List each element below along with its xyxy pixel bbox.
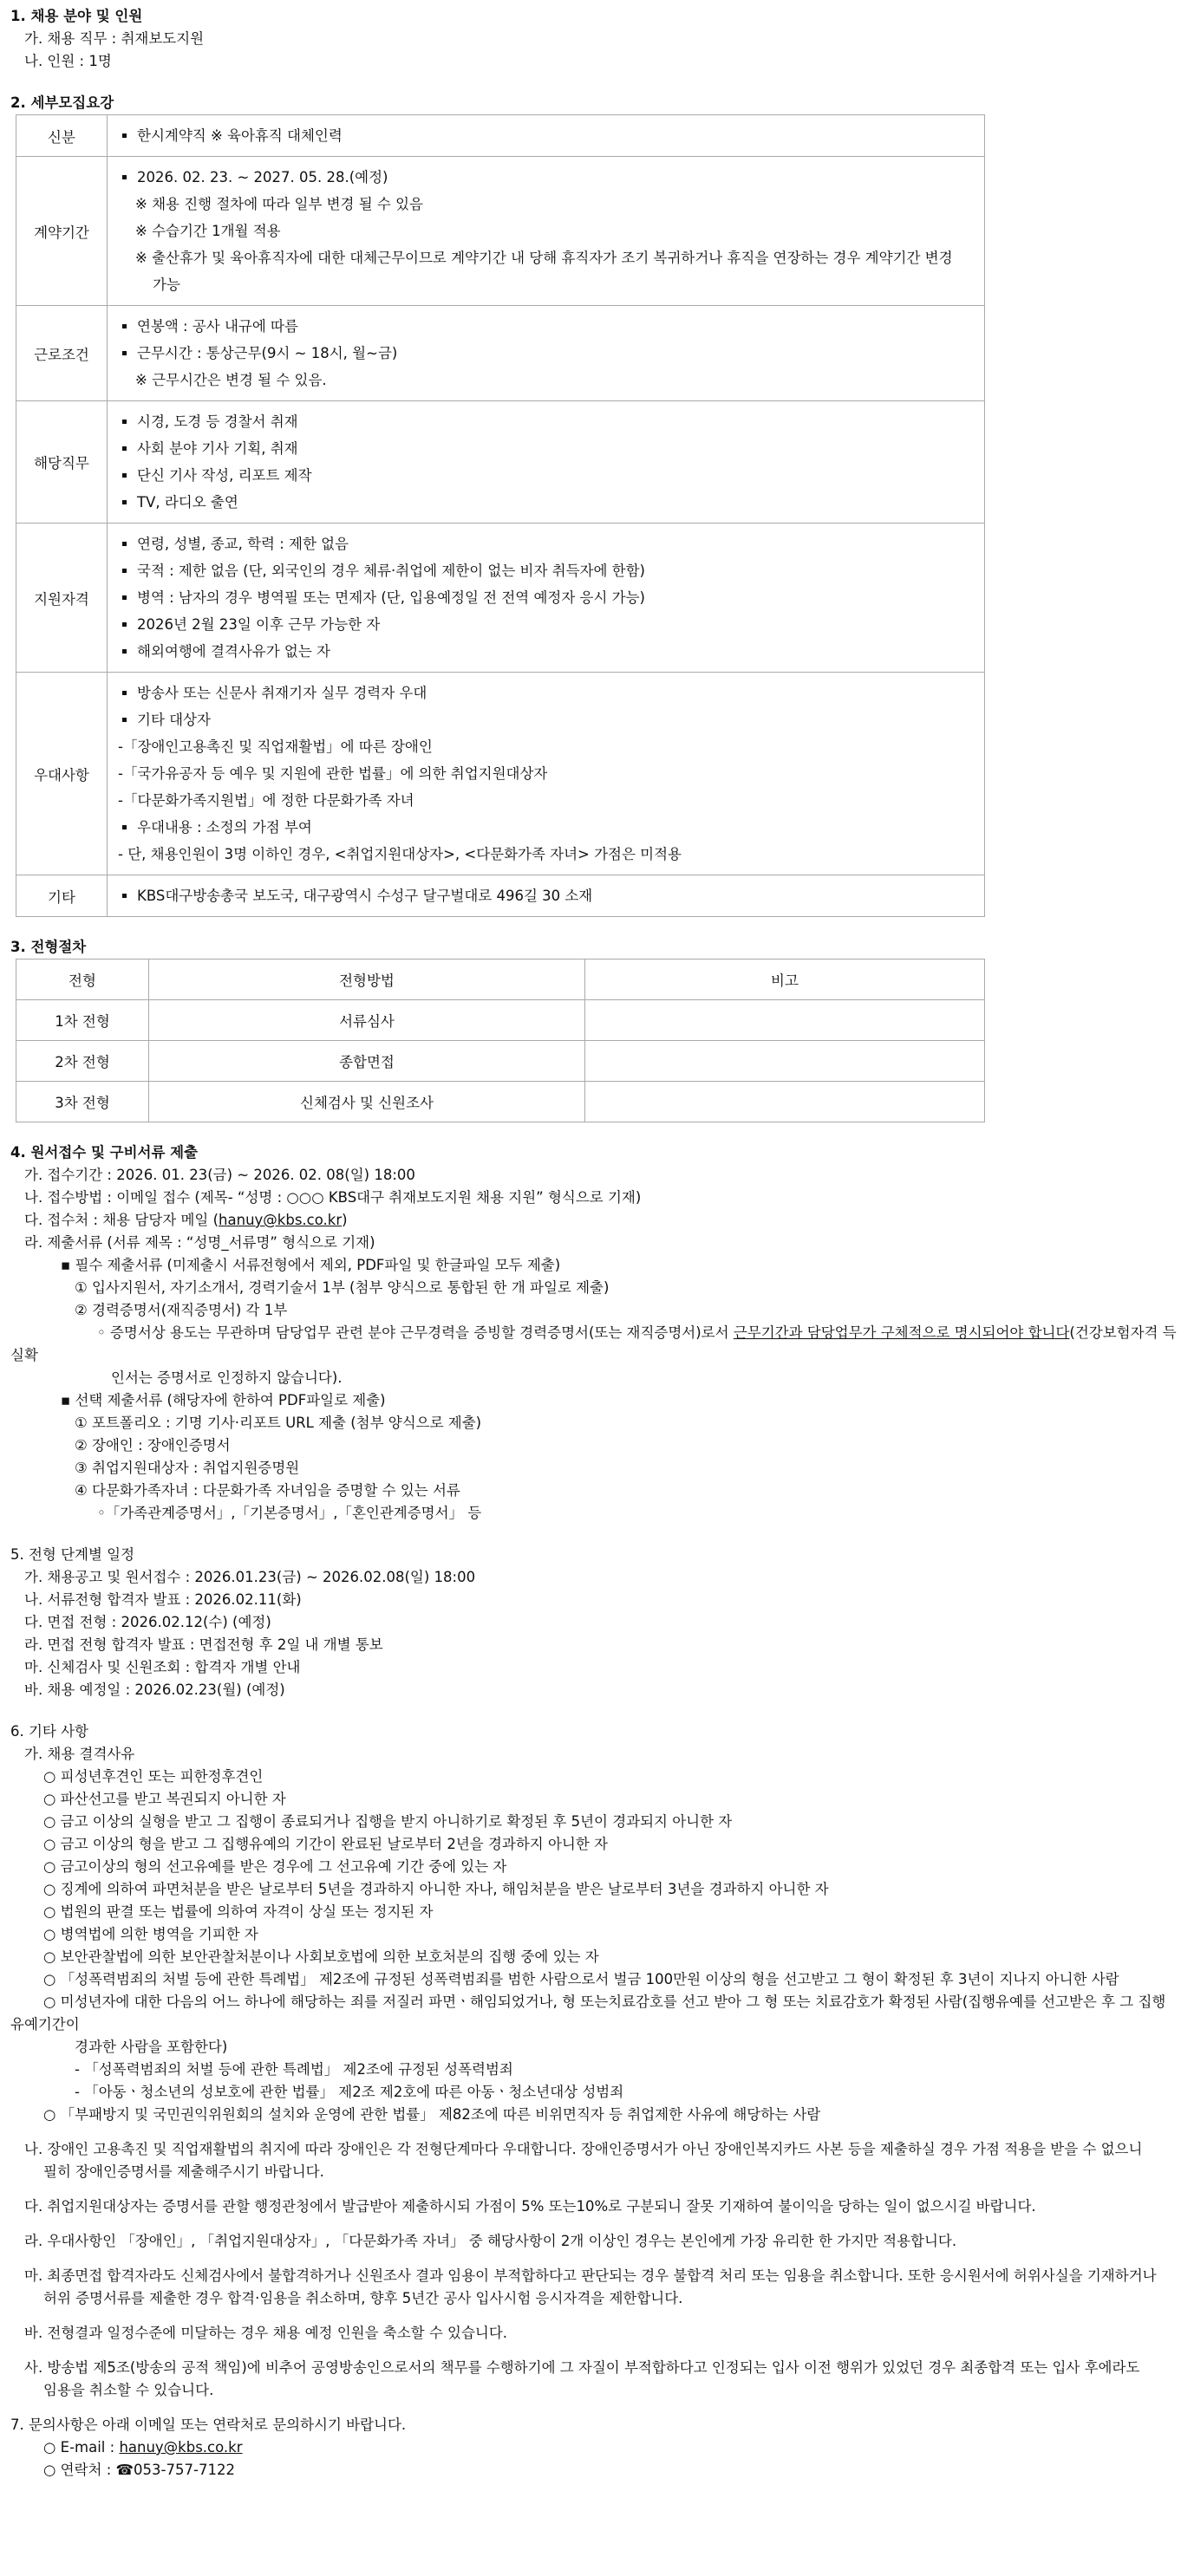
table-row (16, 875, 985, 917)
application-period: 가. 접수기간 : 2026. 01. 23(금) ~ 2026. 02. 08(일) 18:00 (24, 1167, 415, 1183)
required-docs: ▪ 필수 제출서류 (미제출시 서류전형에서 제외, PDF파일 및 한글파일 모두 제출) (10, 1254, 1171, 1277)
email-link[interactable]: hanuy@kbs.co.kr (219, 1212, 343, 1228)
required-doc-2: ② 경력증명서(재직증명서) 각 1부 (75, 1302, 288, 1318)
table-row (16, 524, 985, 673)
schedule-item: 라. 면접 전형 합격자 발표 : 면접전형 후 2일 내 개별 통보 (24, 1636, 383, 1653)
list-item: ▪ 해외여행에 결격사유가 없는 자 (137, 638, 975, 665)
table-cell: 종합면접 (149, 1041, 585, 1082)
required-doc-2-note (10, 1322, 1177, 1344)
contact-phone: ○ 연락처 : ☎053-757-7122 (43, 2462, 235, 2478)
disqualification-item: ○ 미성년자에 대한 다음의 어느 하나에 해당하는 죄를 저질러 파면ㆍ해임되었거나, 형 또는치료감호를 선고 받아 그 형 또는 치료감호가 확정된 사람(집행유예를 선고받은 후 그 집행 (43, 1994, 1166, 2010)
dash-item: -「장애인고용촉진 및 직업재활법」에 따른 장애인 (118, 738, 433, 755)
disqualification-item: ○ 피성년후견인 또는 피한정후견인 (43, 1768, 264, 1785)
note: ※ 근무시간은 변경 될 수 있음. (135, 372, 327, 388)
table-row (16, 673, 985, 875)
text: 다. 접수처 : 채용 담당자 메일 ( (24, 1212, 219, 1228)
disqualification-item: ○ 보안관찰법에 의한 보안관찰처분이나 사회보호법에 의한 보호처분의 집행 중에 있는 자 (43, 1948, 599, 1965)
optional-doc-2: ② 장애인 : 장애인증명서 (75, 1437, 231, 1454)
table-row (16, 306, 985, 401)
row-label: 해당직무 (16, 401, 108, 524)
disqualification-item: ○ 금고 이상의 실형을 받고 그 집행이 종료되거나 집행을 받지 아니하기로 확정된 후 5년이 경과되지 아니한 자 (43, 1813, 733, 1830)
list-item: ▪ 시경, 도경 등 경찰서 취재 (137, 408, 975, 435)
disqualification-sub-item: - 「성폭력범죄의 처벌 등에 관한 특례법」 제2조에 규정된 성폭력범죄 (75, 2061, 513, 2078)
schedule-item: 가. 채용공고 및 원서접수 : 2026.01.23(금) ~ 2026.02.08(일) 18:00 (24, 1569, 476, 1585)
note: ※ 출산휴가 및 육아휴직자에 대한 대체근무이므로 계약기간 내 당해 휴직자가 조기 복귀하거나 휴직을 연장하는 경우 계약기간 변경 (135, 250, 953, 266)
list-item: ▪ 한시계약직 ※ 육아휴직 대체인력 (137, 122, 975, 149)
section-1-title: 1. 채용 분야 및 인원 (10, 8, 143, 24)
optional-doc-4: ④ 다문화가족자녀 : 다문화가족 자녀임을 증명할 수 있는 서류 (75, 1482, 460, 1499)
required-doc-2-note-cont: 인서는 증명서로 인정하지 않습니다). (111, 1369, 343, 1386)
selection-process-table (16, 959, 985, 1122)
headcount: 나. 인원 : 1명 (24, 53, 112, 69)
schedule-item: 바. 채용 예정일 : 2026.02.23(월) (예정) (24, 1682, 285, 1698)
table-row (16, 157, 985, 306)
dash-item: -「국가유공자 등 예우 및 지원에 관한 법률」에 의한 취업지원대상자 (118, 765, 548, 782)
table-row (16, 1082, 985, 1122)
section-3-title: 3. 전형절차 (10, 939, 87, 955)
email-link[interactable]: hanuy@kbs.co.kr (119, 2439, 243, 2456)
underlined-text: 근무기간과 담당업무가 구체적으로 명시되어야 합니다 (733, 1324, 1070, 1341)
table-cell: 2차 전형 (16, 1041, 149, 1082)
list-item: ▪ 우대내용 : 소정의 가점 부여 (137, 814, 975, 841)
schedule-item: 마. 신체검사 및 신원조회 : 합격자 개별 안내 (24, 1659, 301, 1675)
note-c: 다. 취업지원대상자는 증명서를 관할 행정관청에서 발급받아 제출하시되 가점이 5% 또는10%로 구분되니 잘못 기재하여 불이익을 당하는 일이 없으시길 바랍니다. (24, 2198, 1036, 2215)
column-header: 전형방법 (149, 959, 585, 1000)
table-cell: 신체검사 및 신원조사 (149, 1082, 585, 1122)
text: (건강보험자격 득 (1069, 1324, 1177, 1341)
application-address (10, 1209, 1171, 1232)
list-item: ▪ 근무시간 : 통상근무(9시 ~ 18시, 월~금) (137, 340, 975, 367)
list-item: ▪ 2026. 02. 23. ~ 2027. 05. 28.(예정) (137, 164, 975, 191)
table-row (16, 115, 985, 157)
note-d: 라. 우대사항인 「장애인」, 「취업지원대상자」, 「다문화가족 자녀」 중 해당사항이 2개 이상인 경우는 본인에게 가장 유리한 한 가지만 적용합니다. (24, 2233, 957, 2249)
required-doc-1: ① 입사지원서, 자기소개서, 경력기술서 1부 (첨부 양식으로 통합된 한 개 파일로 제출) (75, 1279, 610, 1296)
table-row (16, 401, 985, 524)
list-item: ▪ 방송사 또는 신문사 취재기자 실무 경력자 우대 (137, 680, 975, 706)
note-g-cont: 임용을 취소할 수 있습니다. (43, 2382, 214, 2398)
list-item: ▪ 국적 : 제한 없음 (단, 외국인의 경우 체류·취업에 제한이 없는 비자 취득자에 한함) (137, 557, 975, 584)
column-header: 비고 (585, 959, 985, 1000)
table-cell (585, 1041, 985, 1082)
table-cell: 서류심사 (149, 1000, 585, 1041)
disqualification-item: ○ 파산선고를 받고 복권되지 아니한 자 (43, 1791, 286, 1807)
note: ※ 수습기간 1개월 적용 (135, 223, 281, 239)
list-item: ▪ 사회 분야 기사 기획, 취재 (137, 435, 975, 462)
note-g: 사. 방송법 제5조(방송의 공적 책임)에 비추어 공영방송인으로서의 책무를 수행하기에 그 자질이 부적합하다고 인정되는 입사 이전 행위가 있었던 경우 최종합격 또는 입사 후에라도 (24, 2359, 1140, 2376)
note-f: 바. 전형결과 일정수준에 미달하는 경우 채용 예정 인원을 축소할 수 있습니다. (24, 2325, 508, 2341)
disqualification-item: ○ 「성폭력범죄의 처벌 등에 관한 특례법」 제2조에 규정된 성폭력범죄를 범한 사람으로서 벌금 100만원 이상의 형을 선고받고 그 형이 확정된 후 3년이 지나지 아니한 사람 (43, 1971, 1119, 1987)
list-item: ▪ TV, 라디오 출연 (137, 489, 975, 516)
text: ) (342, 1212, 348, 1228)
dash-item: -「다문화가족지원법」에 정한 다문화가족 자녀 (118, 792, 414, 809)
section-7-title: 7. 문의사항은 아래 이메일 또는 연락처로 문의하시기 바랍니다. (10, 2417, 407, 2433)
section-5-title: 5. 전형 단계별 일정 (10, 1546, 135, 1563)
note: 가능 (153, 276, 180, 293)
disqualification-heading: 가. 채용 결격사유 (24, 1746, 135, 1762)
required-docs-heading: 라. 제출서류 (서류 제목 : “성명_서류명” 형식으로 기재) (24, 1234, 375, 1251)
list-item: ▪ 연령, 성별, 종교, 학력 : 제한 없음 (137, 530, 975, 557)
disqualification-item-cont: 유예기간이 (10, 2016, 80, 2033)
table-cell: 3차 전형 (16, 1082, 149, 1122)
row-label: 우대사항 (16, 673, 108, 875)
disqualification-item: ○ 병역법에 의한 병역을 기피한 자 (43, 1926, 258, 1942)
table-cell (585, 1082, 985, 1122)
table-row (16, 1000, 985, 1041)
required-doc-2-note-cont: 실확 (10, 1347, 38, 1363)
disqualification-sub-item: - 「아동ㆍ청소년의 성보호에 관한 법률」 제2조 제2호에 따른 아동ㆍ청소년대상 성범죄 (75, 2084, 624, 2100)
list-item: ▪ KBS대구방송총국 보도국, 대구광역시 수성구 달구벌대로 496길 30 소재 (137, 882, 975, 909)
optional-doc-1: ① 포트폴리오 : 기명 기사·리포트 URL 제출 (첨부 양식으로 제출) (75, 1415, 482, 1431)
column-header: 전형 (16, 959, 149, 1000)
requirements-table (16, 114, 985, 917)
schedule-item: 나. 서류전형 합격자 발표 : 2026.02.11(화) (24, 1591, 302, 1608)
optional-doc-3: ③ 취업지원대상자 : 취업지원증명원 (75, 1460, 300, 1476)
list-item: ▪ 연봉액 : 공사 내규에 따름 (137, 313, 975, 340)
optional-docs: ▪ 선택 제출서류 (해당자에 한하여 PDF파일로 제출) (10, 1389, 1171, 1412)
disqualification-item: ○ 「부패방지 및 국민권익위원회의 설치와 운영에 관한 법률」 제82조에 따른 비위면직자 등 취업제한 사유에 해당하는 사람 (43, 2106, 821, 2123)
job-field: 가. 채용 직무 : 취재보도지원 (24, 30, 205, 47)
dash-item: - 단, 채용인원이 3명 이하인 경우, <취업지원대상자>, <다문화가족 자녀> 가점은 미적용 (118, 846, 682, 862)
text: ○ E-mail : (43, 2439, 120, 2456)
list-item: ▪ 기타 대상자 (137, 706, 975, 733)
table-cell (585, 1000, 985, 1041)
section-6-title: 6. 기타 사항 (10, 1723, 88, 1740)
list-item: ▪ 단신 기사 작성, 리포트 제작 (137, 462, 975, 489)
note-e: 마. 최종면접 합격자라도 신체검사에서 불합격하거나 신원조사 결과 임용이 부적합하다고 판단되는 경우 불합격 처리 또는 임용을 취소합니다. 또한 응시원서에 허위사실을 기재하거나 (24, 2267, 1157, 2284)
row-label: 근로조건 (16, 306, 108, 401)
section-4-title: 4. 원서접수 및 구비서류 제출 (10, 1144, 199, 1161)
note: ※ 채용 진행 절차에 따라 일부 변경 될 수 있음 (135, 196, 423, 212)
row-label: 계약기간 (16, 157, 108, 306)
note-b-cont: 필히 장애인증명서를 제출해주시기 바랍니다. (43, 2163, 324, 2180)
disqualification-item: ○ 징계에 의하여 파면처분을 받은 날로부터 5년을 경과하지 아니한 자나, 해임처분을 받은 날로부터 3년을 경과하지 아니한 자 (43, 1881, 829, 1897)
disqualification-item-cont: 경과한 사람을 포함한다) (75, 2039, 228, 2055)
note-e-cont: 허위 증명서류를 제출한 경우 합격·임용을 취소하며, 향후 5년간 공사 입사시험 응시자격을 제한합니다. (43, 2290, 683, 2306)
section-2-title: 2. 세부모집요강 (10, 94, 114, 111)
contact-email (10, 2436, 1171, 2459)
list-item: ▪ 병역 : 남자의 경우 병역필 또는 면제자 (단, 입용예정일 전 전역 예정자 응시 가능) (137, 584, 975, 611)
row-label: 지원자격 (16, 524, 108, 673)
table-header-row (16, 959, 985, 1000)
list-item: ▪ 2026년 2월 23일 이후 근무 가능한 자 (137, 611, 975, 638)
disqualification-item: ○ 금고이상의 형의 선고유예를 받은 경우에 그 선고유예 기간 중에 있는 자 (43, 1858, 507, 1875)
text: ◦ 증명서상 용도는 무관하며 담당업무 관련 분야 근무경력을 증빙할 경력증명서(또는 재직증명서)로서 (97, 1324, 734, 1341)
disqualification-item: ○ 법원의 판결 또는 법률에 의하여 자격이 상실 또는 정지된 자 (43, 1903, 434, 1920)
table-row (16, 1041, 985, 1082)
table-cell: 1차 전형 (16, 1000, 149, 1041)
optional-doc-4-note: ◦「가족관계증명서」,「기본증명서」,「혼인관계증명서」 등 (97, 1505, 482, 1521)
note-b: 나. 장애인 고용촉진 및 직업재활법의 취지에 따라 장애인은 각 전형단계마다 우대합니다. 장애인증명서가 아닌 장애인복지카드 사본 등을 제출하실 경우 가점 적용을 받을 수 없으니 (24, 2141, 1143, 2157)
schedule-item: 다. 면접 전형 : 2026.02.12(수) (예정) (24, 1614, 271, 1630)
row-label: 신분 (16, 115, 108, 157)
application-method: 나. 접수방법 : 이메일 접수 (제목- “성명 : ○○○ KBS대구 취재보도지원 채용 지원” 형식으로 기재) (24, 1189, 642, 1206)
row-label: 기타 (16, 875, 108, 917)
disqualification-item: ○ 금고 이상의 형을 받고 그 집행유예의 기간이 완료된 날로부터 2년을 경과하지 아니한 자 (43, 1836, 608, 1852)
